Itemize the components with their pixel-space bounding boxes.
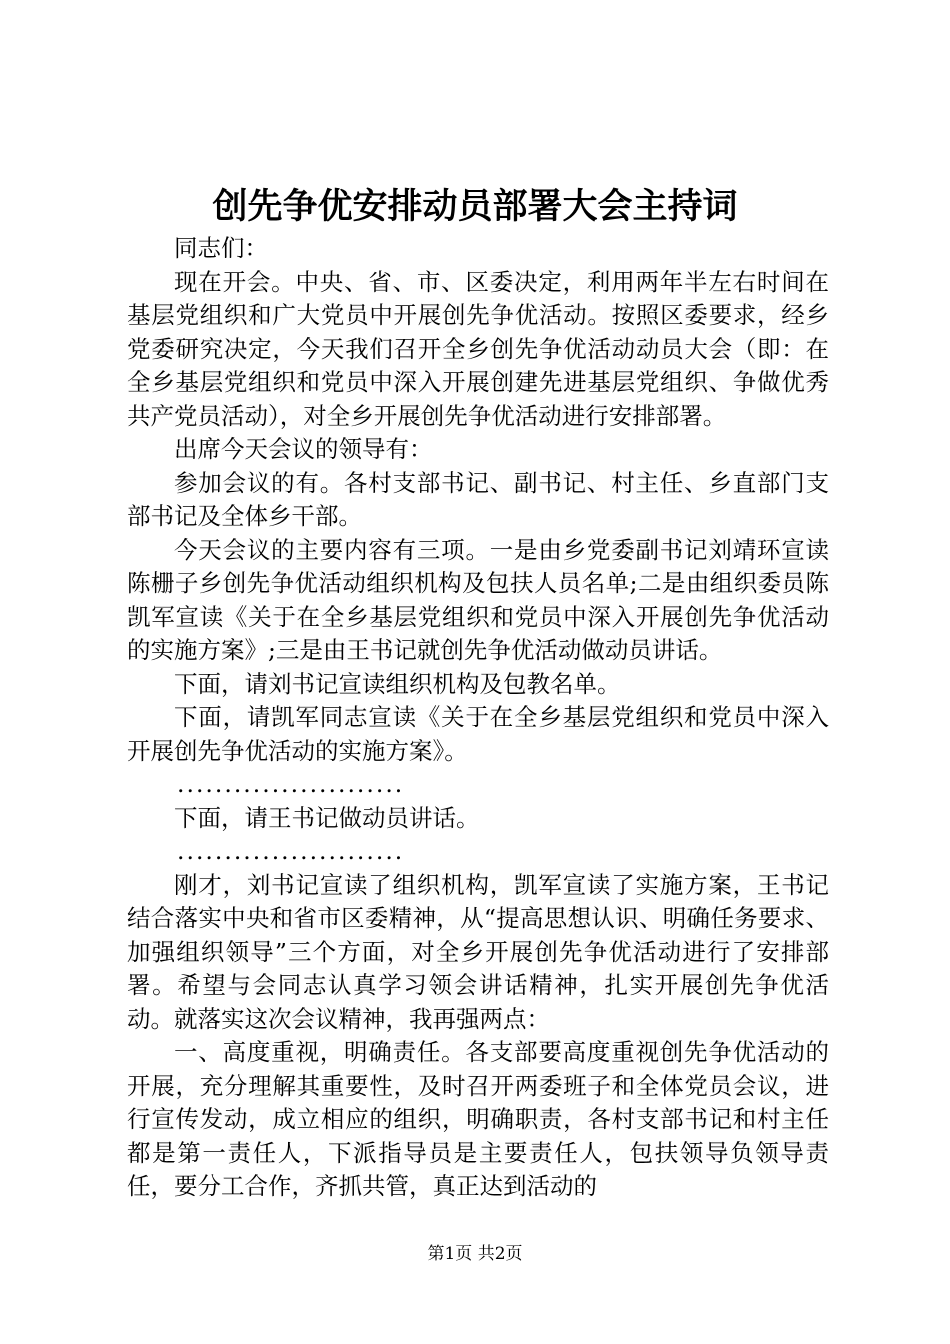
paragraph-summary: 刚才，刘书记宣读了组织机构，凯军宣读了实施方案，王书记结合落实中央和省市区委精神，从“提高思想认识、明确任务要求、加强组织领导”三个方面，对全乡开展创先争优活动进行了安排部署。希望与会同志认真学习领会讲话精神，扎实开展创先争优活动。就落实这次会议精神，我再强两点： bbox=[127, 870, 829, 1033]
paragraph-agenda: 今天会议的主要内容有三项。一是由乡党委副书记刘靖环宣读陈栅子乡创先争优活动组织机构及包扶人员名单;二是由组织委员陈凯军宣读《关于在全乡基层党组织和党员中深入开展创先争优活动的实施方案》;三是由王书记就创先争优活动做动员讲话。 bbox=[127, 535, 829, 664]
paragraph-attendees: 参加会议的有。各村支部书记、副书记、村主任、乡直部门支部书记及全体乡干部。 bbox=[127, 468, 829, 530]
paragraph-leaders: 出席今天会议的领导有： bbox=[174, 435, 433, 463]
paragraph-step-three: 下面，请王书记做动员讲话。 bbox=[174, 803, 480, 832]
ellipsis-separator: ........................ bbox=[177, 837, 405, 865]
paragraph-opening: 现在开会。中央、省、市、区委决定，利用两年半左右时间在基层党组织和广大党员中开展创先争优活动。按照区委要求，经乡党委研究决定，今天我们召开全乡创先争优活动动员大会（即：在全乡基层党组织和党员中深入开展创建先进基层党组织、争做优秀共产党员活动），对全乡开展创先争优活动进行安排部署。 bbox=[127, 267, 829, 430]
page-footer: 第1页 共2页 bbox=[427, 1244, 523, 1264]
paragraph-step-one: 下面，请刘书记宣读组织机构及包教名单。 bbox=[174, 669, 621, 698]
ellipsis-separator: ........................ bbox=[177, 770, 405, 798]
paragraph-point-one: 一、高度重视，明确责任。各支部要高度重视创先争优活动的开展，充分理解其重要性，及时召开两委班子和全体党员会议，进行宣传发动，成立相应的组织，明确职责，各村支部书记和村主任都是第一责任人，下派指导员是主要责任人，包扶领导负领导责任，要分工合作，齐抓共管，真正达到活动的 bbox=[127, 1038, 829, 1200]
document-title: 创先争优安排动员部署大会主持词 bbox=[212, 186, 738, 227]
salutation: 同志们： bbox=[174, 234, 268, 262]
document-body bbox=[127, 232, 829, 1204]
paragraph-step-two: 下面，请凯军同志宣读《关于在全乡基层党组织和党员中深入开展创先争优活动的实施方案》。 bbox=[127, 703, 829, 765]
